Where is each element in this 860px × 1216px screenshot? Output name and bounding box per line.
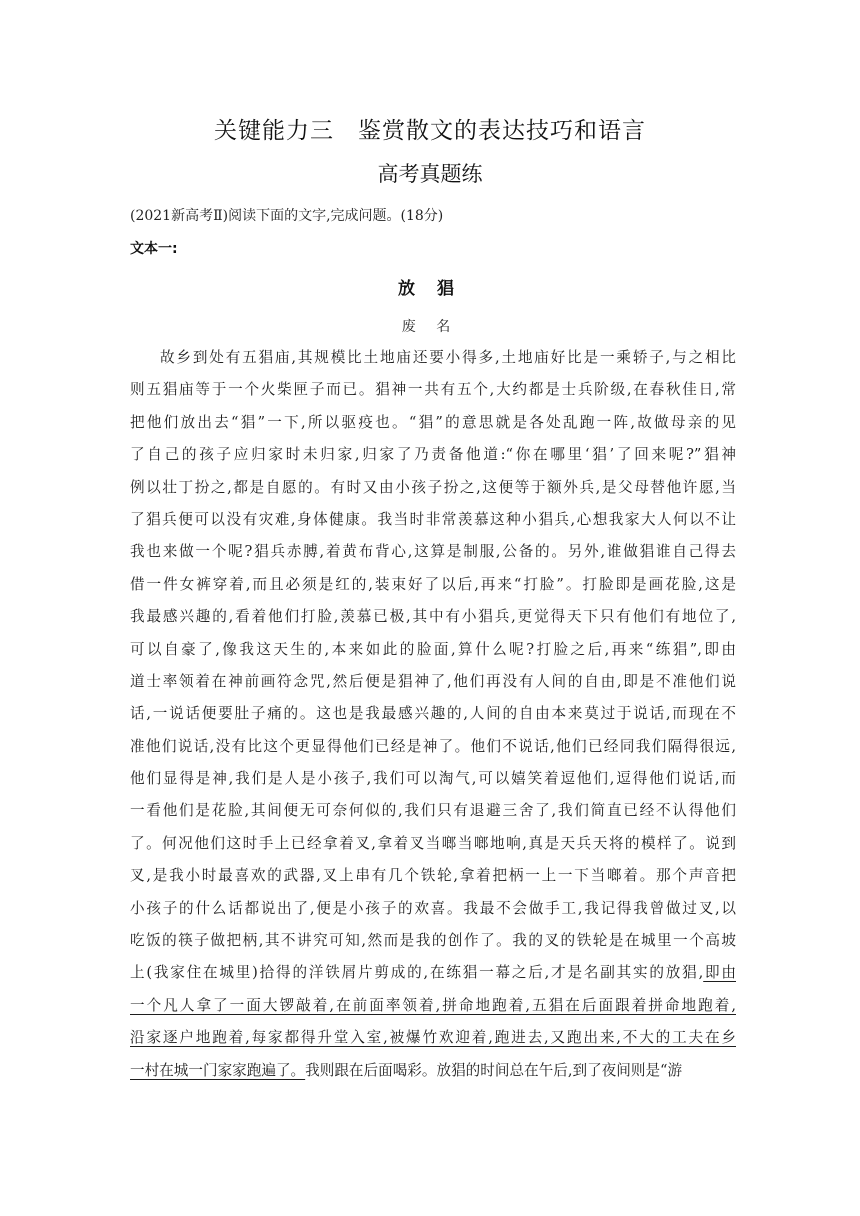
line-text: 一看他们是花脸,其间便无可奈何似的,我们只有退避三舍了,我们简直已经不认得他们 (130, 802, 736, 820)
essay-line (130, 569, 736, 601)
line-text: 我最感兴趣的,看着他们打脸,羡慕已极,其中有小猖兵,更觉得天下只有他们有地位了, (130, 608, 736, 626)
essay-body (130, 342, 736, 1087)
line-text: 我也来做一个呢?猖兵赤膊,着黄布背心,这算是制服,公备的。另外,谁做猖谁自己得去 (130, 543, 736, 561)
line-text: 了自己的孩子应归家时未归家,归家了乃责备他道:“你在哪里‘猖’了回来呢?”猖神 (130, 446, 736, 464)
section-subtitle: 高考真题练 (377, 162, 483, 186)
essay-line (130, 731, 736, 763)
line-text: 叉,是我小时最喜欢的武器,叉上串有几个铁轮,拿着把柄一上一下当啷着。那个声音把 (130, 867, 736, 885)
essay-line (130, 957, 736, 989)
underlined-text: 一个凡人拿了一面大锣敲着,在前面率领着,拼命地跑着,五猖在后面跟着拼命地跑着, (130, 996, 736, 1014)
essay-line (130, 374, 736, 406)
line-text: 上(我家住在城里)拾得的洋铁屑片剪成的,在练猖一幕之后,才是名副其实的放猖, (130, 964, 704, 982)
line-text: 了猖兵便可以没有灾难,身体健康。我当时非常羡慕这种小猖兵,心想我家大人何以不让 (130, 510, 736, 528)
line-text: 故乡到处有五猖庙,其规模比土地庙还要小得多,土地庙好比是一乘轿子,与之相比 (160, 349, 736, 366)
underlined-text: 沿家逐户地跑着,每家都得升堂入室,被爆竹欢迎着,跑进去,又跑出来,不大的工夫在乡 (130, 1029, 736, 1047)
line-text: 借一件女裤穿着,而且必须是红的,装束好了以后,再来“打脸”。打脸即是画花脸,这是 (130, 575, 736, 593)
line-text: 他们显得是神,我们是人是小孩子,我们可以淘气,可以嬉笑着逗他们,逗得他们说话,而 (130, 770, 736, 788)
underlined-text: 一村在城一门家家跑遍了。 (130, 1061, 306, 1079)
line-text: 道士率领着在神前画符念咒,然后便是猖神了,他们再没有人间的自由,即是不准他们说 (130, 672, 736, 690)
essay-line (130, 795, 736, 827)
underlined-text: 即由 (703, 964, 736, 982)
essay-title: 放 猖 (398, 279, 462, 299)
essay-line (130, 1055, 736, 1087)
essay-line (130, 763, 736, 795)
essay-line (130, 990, 736, 1022)
essay-line (130, 634, 736, 666)
essay-line (130, 666, 736, 698)
essay-line (130, 1022, 736, 1054)
line-text: 吃饭的筷子做把柄,其不讲究可知,然而是我的创作了。我的叉的铁轮是在城里一个高坡 (130, 932, 736, 950)
line-text: 可以自豪了,像我这天生的,本来如此的脸面,算什么呢?打脸之后,再来“练猖”,即由 (130, 640, 736, 658)
essay-author: 废 名 (401, 319, 459, 335)
essay-line (130, 860, 736, 892)
essay-line (130, 407, 736, 439)
essay-line (130, 925, 736, 957)
line-text: 我则跟在后面喝彩。放猖的时间总在午后,到了夜间则是“游 (305, 1061, 683, 1079)
essay-line (130, 536, 736, 568)
chapter-title: 关键能力三 鉴赏散文的表达技巧和语言 (214, 118, 646, 144)
line-text: 话,一说话便要肚子痛的。这也是我最感兴趣的,人间的自由本来莫过于说话,而现在不 (130, 705, 736, 723)
essay-line (130, 439, 736, 471)
essay-line (130, 698, 736, 730)
essay-line (130, 893, 736, 925)
text-label: 文本一: (130, 241, 178, 257)
line-text: 准他们说话,没有比这个更显得他们已经是神了。他们不说话,他们已经同我们隔得很远, (130, 737, 736, 755)
essay-line (130, 504, 736, 536)
line-text: 小孩子的什么话都说出了,便是小孩子的欢喜。我最不会做手工,我记得我曾做过叉,以 (130, 899, 736, 917)
essay-line (130, 601, 736, 633)
essay-line (130, 342, 736, 374)
line-text: 把他们放出去“猖”一下,所以驱疫也。“猖”的意思就是各处乱跑一阵,故做母亲的见 (130, 413, 736, 431)
line-text: 则五猖庙等于一个火柴匣子而已。猖神一共有五个,大约都是士兵阶级,在春秋佳日,常 (130, 381, 736, 399)
line-text: 例以壮丁扮之,都是自愿的。有时又由小孩子扮之,这便等于额外兵,是父母替他许愿,当 (130, 478, 736, 496)
essay-line (130, 472, 736, 504)
question-source: (2021新高考Ⅱ)阅读下面的文字,完成问题。(18分) (130, 208, 444, 224)
essay-line (130, 828, 736, 860)
line-text: 了。何况他们这时手上已经拿着叉,拿着叉当啷当啷地响,真是天兵天将的模样了。说到 (130, 834, 736, 852)
